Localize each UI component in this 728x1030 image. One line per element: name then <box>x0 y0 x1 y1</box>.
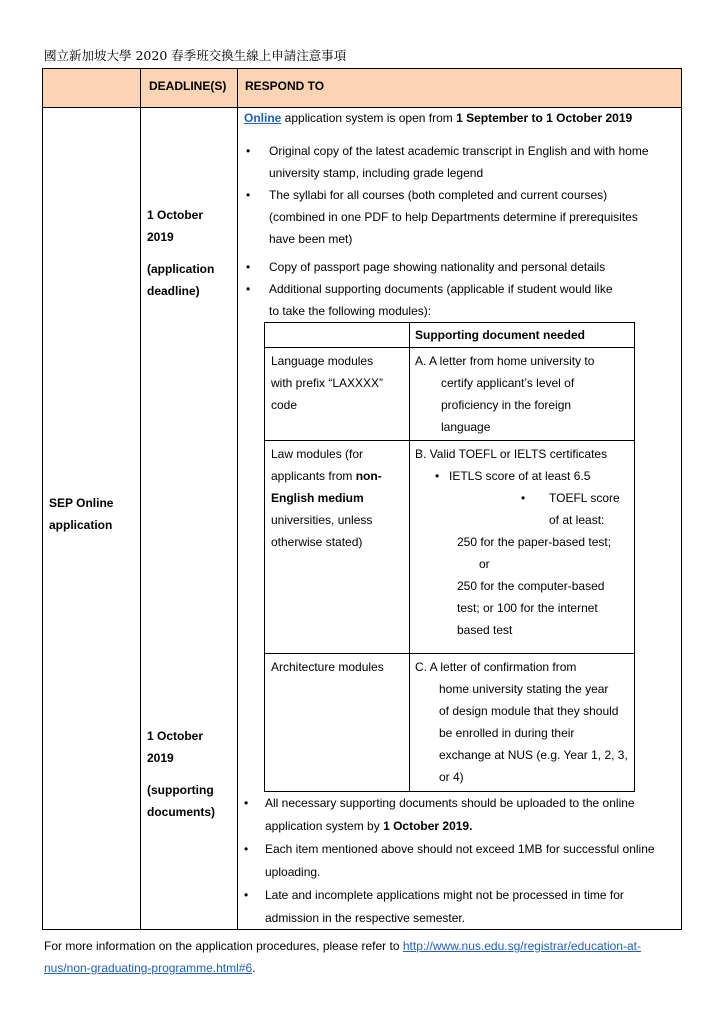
intro-line: Online application system is open from 1 September to 1 October 2019 <box>244 111 633 125</box>
list-item: application system by 1 October 2019. <box>265 819 473 833</box>
requirement-b: B. Valid TOEFL or IELTS certificates <box>415 447 608 461</box>
requirement-c: exchange at NUS (e.g. Year 1, 2, 3, <box>439 748 628 762</box>
bullet-icon: • <box>435 469 440 483</box>
deadline-note: deadline) <box>147 284 200 298</box>
list-item: to take the following modules): <box>269 304 432 318</box>
requirement-c: be enrolled in during their <box>439 726 575 740</box>
deadline-note: (application <box>147 262 215 276</box>
module-law: otherwise stated) <box>271 535 363 549</box>
deadline-note: (supporting <box>147 783 214 797</box>
requirement-b: IETLS score of at least 6.5 <box>449 469 591 483</box>
list-item: Original copy of the latest academic transcript in English and with home <box>269 144 649 158</box>
requirement-b: TOEFL score <box>549 491 620 505</box>
bullet-icon: • <box>246 282 251 296</box>
open-dates: 1 September to 1 October 2019 <box>456 111 633 125</box>
requirement-b: of at least: <box>549 513 605 527</box>
module-language: Language modules <box>271 354 374 368</box>
footer-note: For more information on the application procedures, please refer to http://www.nus.edu.sg/registrar/education-at- nus/non-graduating-programme.html#6. <box>44 939 641 975</box>
inner-header <box>265 323 634 348</box>
module-language: with prefix “LAXXXX” <box>271 376 384 390</box>
bullet-icon: • <box>244 842 249 856</box>
requirement-b: based test <box>457 623 513 637</box>
list-item: (combined in one PDF to help Departments determine if prerequisites <box>269 210 638 224</box>
list-item: university stamp, including grade legend <box>269 166 484 180</box>
footer-link-cont[interactable]: nus/non-graduating-programme.html#6 <box>44 961 253 975</box>
online-link[interactable]: Online <box>244 111 282 125</box>
table-header-row <box>43 69 681 108</box>
list-item: Late and incomplete applications might not be processed in time for <box>265 888 624 902</box>
requirement-c: or 4) <box>439 770 464 784</box>
requirement-c: home university stating the year <box>439 682 609 696</box>
bullet-icon: • <box>244 888 249 902</box>
supporting-documents-table <box>264 322 635 792</box>
list-item: The syllabi for all courses (both completed and current courses) <box>269 188 608 202</box>
list-item: uploading. <box>265 865 321 879</box>
bullet-icon: • <box>246 188 251 202</box>
module-law: Law modules (for <box>271 447 364 461</box>
deadline-year: 2019 <box>147 230 174 244</box>
requirement-a: A. A letter from home university to <box>415 354 595 368</box>
deadline-note: documents) <box>147 805 216 819</box>
header-deadlines: DEADLINE(S) <box>149 79 227 93</box>
list-item: Copy of passport page showing nationality and personal details <box>269 260 606 274</box>
inner-header-label: Supporting document needed <box>415 328 585 342</box>
header-respond-to: RESPOND TO <box>245 79 325 93</box>
row-label: SEP Online <box>49 496 114 510</box>
requirement-a: certify applicant’s level of <box>441 376 575 390</box>
requirement-b: test; or 100 for the internet <box>457 601 598 615</box>
footer-link[interactable]: http://www.nus.edu.sg/registrar/education-at- <box>402 939 641 953</box>
requirement-a: proficiency in the foreign <box>441 398 572 412</box>
deadline-date: 1 October <box>147 729 204 743</box>
requirement-c: of design module that they should <box>439 704 619 718</box>
bullet-icon: • <box>246 144 251 158</box>
module-law: applicants from non- <box>271 469 382 483</box>
requirement-b: or <box>479 557 490 571</box>
application-table <box>42 68 682 930</box>
module-language: code <box>271 398 298 412</box>
bullet-icon: • <box>246 260 251 274</box>
deadline-date: 1 October <box>147 208 204 222</box>
list-item: All necessary supporting documents should be uploaded to the online <box>265 796 635 810</box>
module-law: universities, unless <box>271 513 373 527</box>
list-item: have been met) <box>269 232 353 246</box>
list-item: Additional supporting documents (applicable if student would like <box>269 282 613 296</box>
deadline-year: 2019 <box>147 751 174 765</box>
page-title: 國立新加坡大學 2020 春季班交換生線上申請注意事項 <box>44 48 347 63</box>
list-item: Each item mentioned above should not exceed 1MB for successful online <box>265 842 655 856</box>
module-law: English medium <box>271 491 364 505</box>
requirement-b: 250 for the computer-based <box>457 579 605 593</box>
requirement-a: language <box>441 420 491 434</box>
module-architecture: Architecture modules <box>271 660 384 674</box>
row-label: application <box>49 518 113 532</box>
requirement-c: C. A letter of confirmation from <box>415 660 577 674</box>
requirement-b: 250 for the paper-based test; <box>457 535 612 549</box>
bullet-icon: • <box>244 796 249 810</box>
list-item: admission in the respective semester. <box>265 911 466 925</box>
bullet-icon: • <box>521 491 526 505</box>
